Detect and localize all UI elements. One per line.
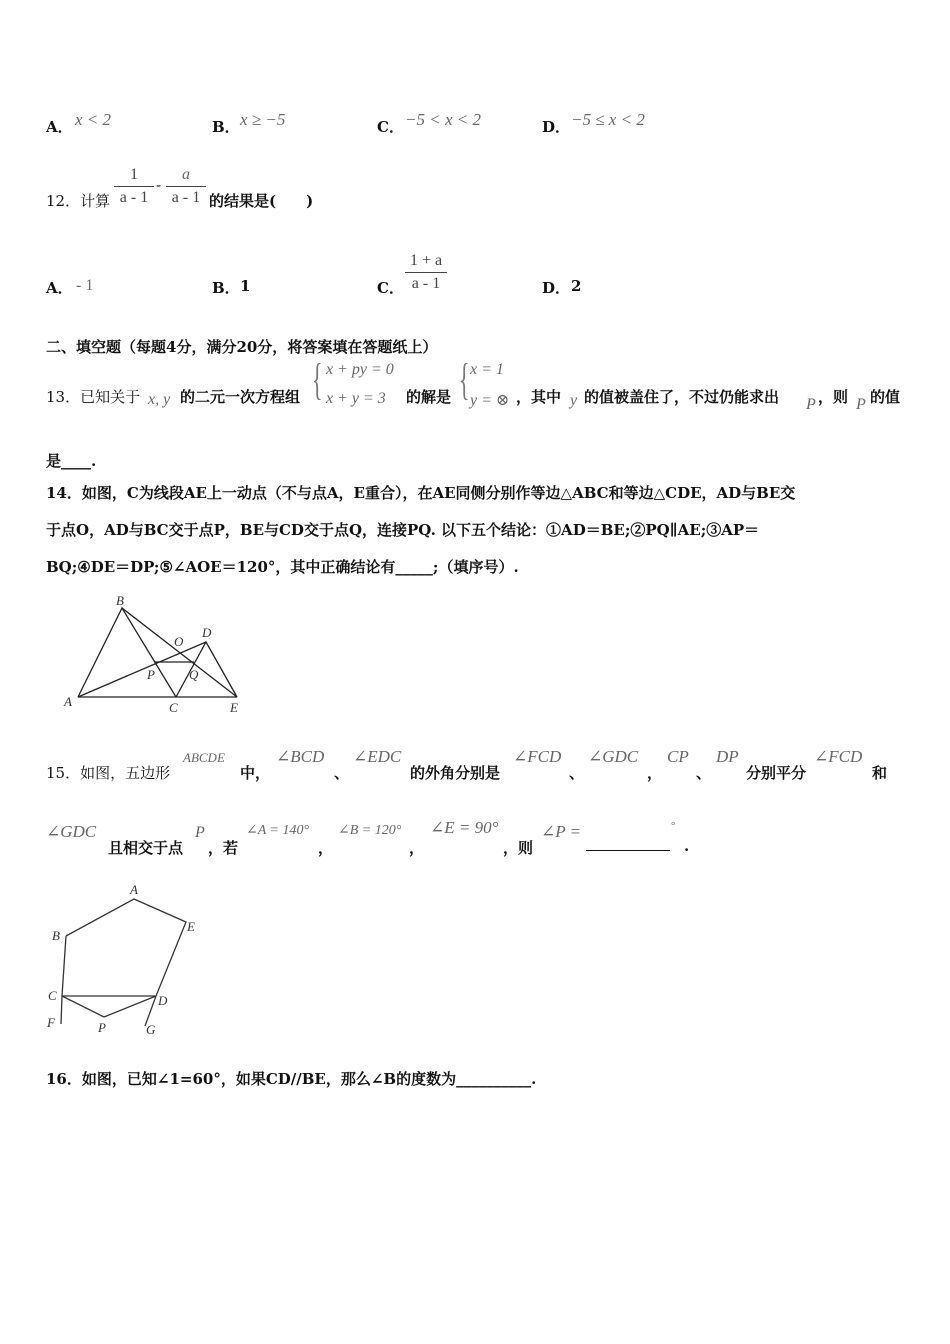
q15-math-p: P <box>195 824 205 841</box>
q12-frac2-numerator: a <box>166 164 206 187</box>
q15-text-3: 、 <box>334 764 350 782</box>
q15-text-8: 分别平分 <box>746 764 807 782</box>
q15-label-d: D <box>158 993 168 1008</box>
q12-frac1-numerator: 1 <box>114 164 154 187</box>
q15-math-edc: ∠EDC <box>353 747 402 766</box>
q12-frac1-denominator: a - 1 <box>119 189 149 206</box>
q14-line-1: 14．如图，C为线段AE上一动点（不与点A，E重合），在AE同侧分别作等边△ABC和等边△CDE，AD与BE交 <box>46 484 796 502</box>
q15-math-bcd: ∠BCD <box>276 747 325 766</box>
q15-line-cf <box>61 996 62 1024</box>
q15-degree: ° <box>671 820 676 832</box>
q15-label-e: E <box>187 919 195 934</box>
q11-option-b-expr: x ≥ −5 <box>240 110 286 129</box>
q15-label-p: P <box>98 1020 106 1035</box>
q14-label-p: P <box>147 667 155 682</box>
q14-label-e: E <box>230 700 238 715</box>
q15-line-cp <box>62 996 104 1017</box>
q13-p-2: P <box>856 396 866 413</box>
q12-option-c-fraction <box>405 250 447 295</box>
q13-equation-2: x + y = 3 <box>326 390 386 407</box>
q15-text-11: ，若 <box>208 839 239 857</box>
q15-math-cp: CP <box>667 747 689 766</box>
q12-option-c-denominator: a - 1 <box>411 275 441 292</box>
q14-segment-be <box>122 608 237 697</box>
q15-math-fcd-2: ∠FCD <box>814 747 863 766</box>
q15-text-6: ， <box>647 764 663 782</box>
q15-math-gdc: ∠GDC <box>588 747 639 766</box>
q13-solution-x: x = 1 <box>470 361 504 378</box>
q12-option-a: - 1 <box>76 277 94 294</box>
q15-math-angle-b: ∠B = 120° <box>338 823 402 838</box>
q13-text-2: 的解是 <box>406 388 452 406</box>
q13-prefix: 13．已知关于 <box>46 388 141 406</box>
q15-pentagon <box>62 899 186 996</box>
q11-option-d-label: D． <box>542 118 571 136</box>
q15-answer-blank[interactable] <box>586 834 670 855</box>
q14-triangle-cde <box>176 642 237 697</box>
q13-text-4: 的值被盖住了，不过仍能求出 <box>584 388 780 406</box>
q15-label-b: B <box>52 928 60 943</box>
q12-option-d: 2 <box>571 277 582 295</box>
q15-text-10: 且相交于点 <box>108 839 184 857</box>
q14-label-b: B <box>116 593 124 608</box>
q12-option-b: 1 <box>240 277 251 295</box>
q13-system-brace: { <box>312 355 323 404</box>
q15-figure <box>40 878 210 1043</box>
q15-math-angle-e: ∠E = 90° <box>430 818 499 837</box>
section-2-title: 二、填空题（每题4分，满分20分，将答案填在答题纸上） <box>46 338 438 356</box>
q14-line-3: BQ;④DE＝DP;⑤∠AOE＝120°，其中正确结论有_____;（填序号）. <box>46 558 519 576</box>
q15-line-dp <box>104 996 156 1017</box>
q15-text-7: 、 <box>696 764 712 782</box>
q12-fraction-2 <box>166 164 206 209</box>
q15-math-dp: DP <box>716 747 739 766</box>
q13-text-6: 的值 <box>870 388 901 406</box>
q15-text-13: ， <box>409 839 425 857</box>
q14-triangle-abc <box>78 608 176 697</box>
q11-option-c-expr: −5 < x < 2 <box>405 110 481 129</box>
q12-prefix: 12．计算 <box>46 192 111 210</box>
q15-text-12: ， <box>318 839 334 857</box>
q12-option-c-numerator: 1 + a <box>405 250 447 273</box>
q13-line-2: 是____. <box>46 452 97 470</box>
q14-segment-ad <box>78 642 206 697</box>
q15-math-pentagon: ABCDE <box>183 750 225 765</box>
q15-label-f: F <box>47 1015 55 1030</box>
q12-option-a-label: A． <box>46 279 73 297</box>
q14-figure <box>60 590 260 720</box>
q14-label-d: D <box>202 625 212 640</box>
q16-text: 16．如图，已知∠1=60°，如果CD//BE，那么∠B的度数为__________. <box>46 1070 537 1088</box>
q14-label-a: A <box>64 694 72 709</box>
q13-y: y <box>570 392 578 409</box>
q13-vars: x, y <box>148 391 171 408</box>
q14-line-2: 于点O，AD与BC交于点P，BE与CD交于点Q，连接PQ. 以下五个结论：①AD＝BE;②PQ∥AE;③AP＝ <box>46 521 760 539</box>
q12-option-d-label: D． <box>542 279 571 297</box>
q13-p-1: P <box>806 396 816 413</box>
q12-option-b-label: B． <box>212 279 240 297</box>
q13-solution-brace: { <box>459 355 470 404</box>
q12-option-c-label: C． <box>377 279 404 297</box>
q12-fraction-1 <box>114 164 154 209</box>
q11-option-d-expr: −5 ≤ x < 2 <box>571 110 645 129</box>
q15-text-1: 15．如图，五边形 <box>46 764 171 782</box>
q12-suffix: 的结果是( ) <box>209 192 314 210</box>
q15-text-4: 的外角分别是 <box>410 764 501 782</box>
q11-option-c-label: C． <box>377 118 404 136</box>
q15-math-angle-a: ∠A = 140° <box>246 823 310 838</box>
q13-equation-1: x + py = 0 <box>326 361 394 378</box>
q15-text-14: ，则 <box>503 839 534 857</box>
q15-math-gdc-2: ∠GDC <box>46 822 97 841</box>
q15-text-9: 和 <box>872 764 888 782</box>
q13-text-3: ，其中 <box>516 388 562 406</box>
q15-period: . <box>684 837 690 855</box>
q14-label-o: O <box>174 634 184 649</box>
q11-option-b-label: B． <box>212 118 240 136</box>
q15-text-5: 、 <box>569 764 585 782</box>
q14-label-q: Q <box>189 667 199 682</box>
q15-label-g: G <box>146 1022 156 1037</box>
q13-solution-y: y = ⊗ <box>470 392 510 409</box>
q15-text-2: 中， <box>240 764 271 782</box>
q13-text-1: 的二元一次方程组 <box>180 388 301 406</box>
q12-frac2-denominator: a - 1 <box>171 189 201 206</box>
q12-minus: - <box>156 176 162 194</box>
q11-option-a-expr: x < 2 <box>75 110 112 129</box>
q15-math-angle-p: ∠P = <box>541 822 582 841</box>
q11-option-a-label: A． <box>46 118 73 136</box>
q15-math-fcd: ∠FCD <box>513 747 562 766</box>
q15-label-c: C <box>48 988 57 1003</box>
q13-text-5: ，则 <box>818 388 849 406</box>
q14-label-c: C <box>169 700 178 715</box>
q15-label-a: A <box>130 882 138 897</box>
